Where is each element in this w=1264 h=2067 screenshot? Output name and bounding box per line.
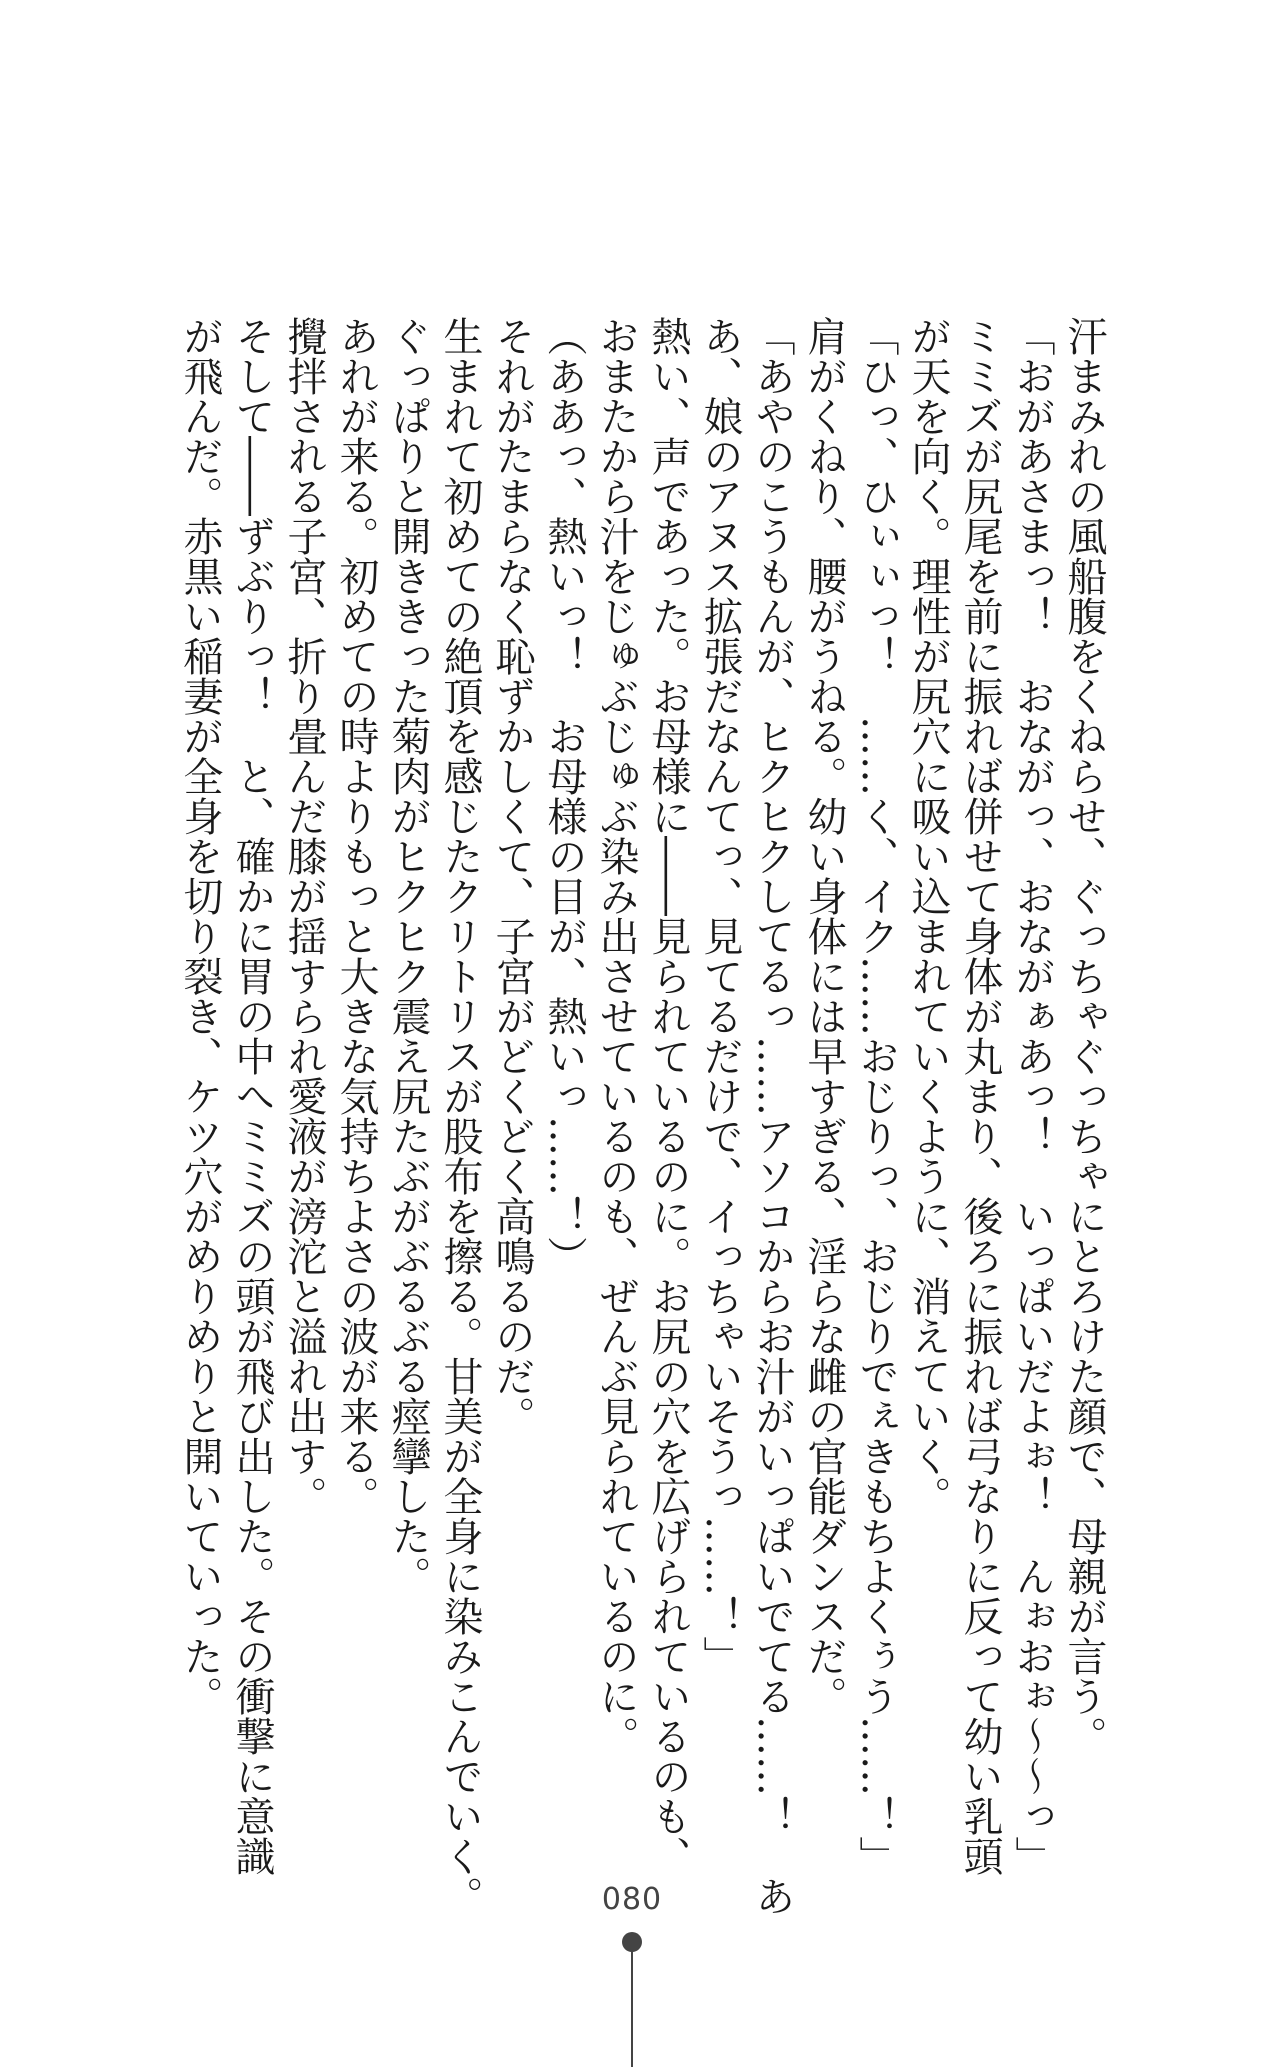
text-line-6: 肩がくねり、腰がうねる。幼い身体には早すぎる、淫らな雌の官能ダンスだ。 [801, 316, 847, 1716]
text-line-16: 攪拌される子宮、折り畳んだ膝が揺すられ愛液が滂沱と溢れ出す。 [281, 316, 327, 1516]
text-line-9: 熱い、声であった。お母様に――見られているのに。お尻の穴を広げられているのも、 [645, 316, 691, 1876]
text-line-15: あれが来る。初めての時よりもっと大きな気持ちよさの波が来る。 [333, 316, 379, 1516]
text-line-1: 汗まみれの風船腹をくねらせ、ぐっちゃぐっちゃにとろけた顔で、母親が言う。 [1061, 316, 1107, 1756]
text-line-4: が天を向く。理性が尻穴に吸い込まれていくように、消えていく。 [905, 316, 951, 1516]
text-line-2: 「おがあさまっ！ おながっ、おながぁあっ！ いっぱいだよぉ！ んぉおぉ〜〜っ」 [1009, 316, 1055, 1876]
text-line-13: 生まれて初めての絶頂を感じたクリトリスが股布を擦る。甘美が全身に染みこんでいく。 [437, 316, 483, 1916]
text-line-3: ミミズが尻尾を前に振れば併せて身体が丸まり、後ろに振れば弓なりに反って幼い乳頭 [957, 316, 1003, 1876]
page-number-rule-ornament [631, 1950, 633, 2067]
text-line-14: ぐっぱりと開ききった菊肉がヒクヒク震え尻たぶがぶるぶる痙攣した。 [385, 316, 431, 1596]
text-line-11: （ああっ、熱いっ！ お母様の目が、熱いっ……！） [541, 316, 587, 1276]
vertical-text-body [150, 316, 1110, 2016]
text-line-8: あ、娘のアヌス拡張だなんてっ、見てるだけで、イっちゃいそうっ……！」 [697, 316, 743, 1676]
text-line-17: そして――ずぶりっ！ と、確かに胃の中へミミズの頭が飛び出した。その衝撃に意識 [229, 316, 275, 1876]
page-number-dot-ornament [622, 1932, 642, 1952]
text-line-5: 「ひっ、ひぃぃっ！ ……く、イク……おじりっ、おじりでぇきもちよくぅう……！」 [853, 316, 899, 1876]
text-line-12: それがたまらなく恥ずかしくて、子宮がどくどく高鳴るのだ。 [489, 316, 535, 1436]
text-line-18: が飛んだ。赤黒い稲妻が全身を切り裂き、ケツ穴がめりめりと開いていった。 [177, 316, 223, 1716]
text-line-7: 「あやのこうもんが、ヒクヒクしてるっ……アソコからお汁がいっぱいでてる……！ あ [749, 316, 795, 1916]
text-line-10: おまたから汁をじゅぶじゅぶ染み出させているのも、ぜんぶ見られているのに。 [593, 316, 639, 1756]
page-number: 080 [601, 1882, 663, 1917]
